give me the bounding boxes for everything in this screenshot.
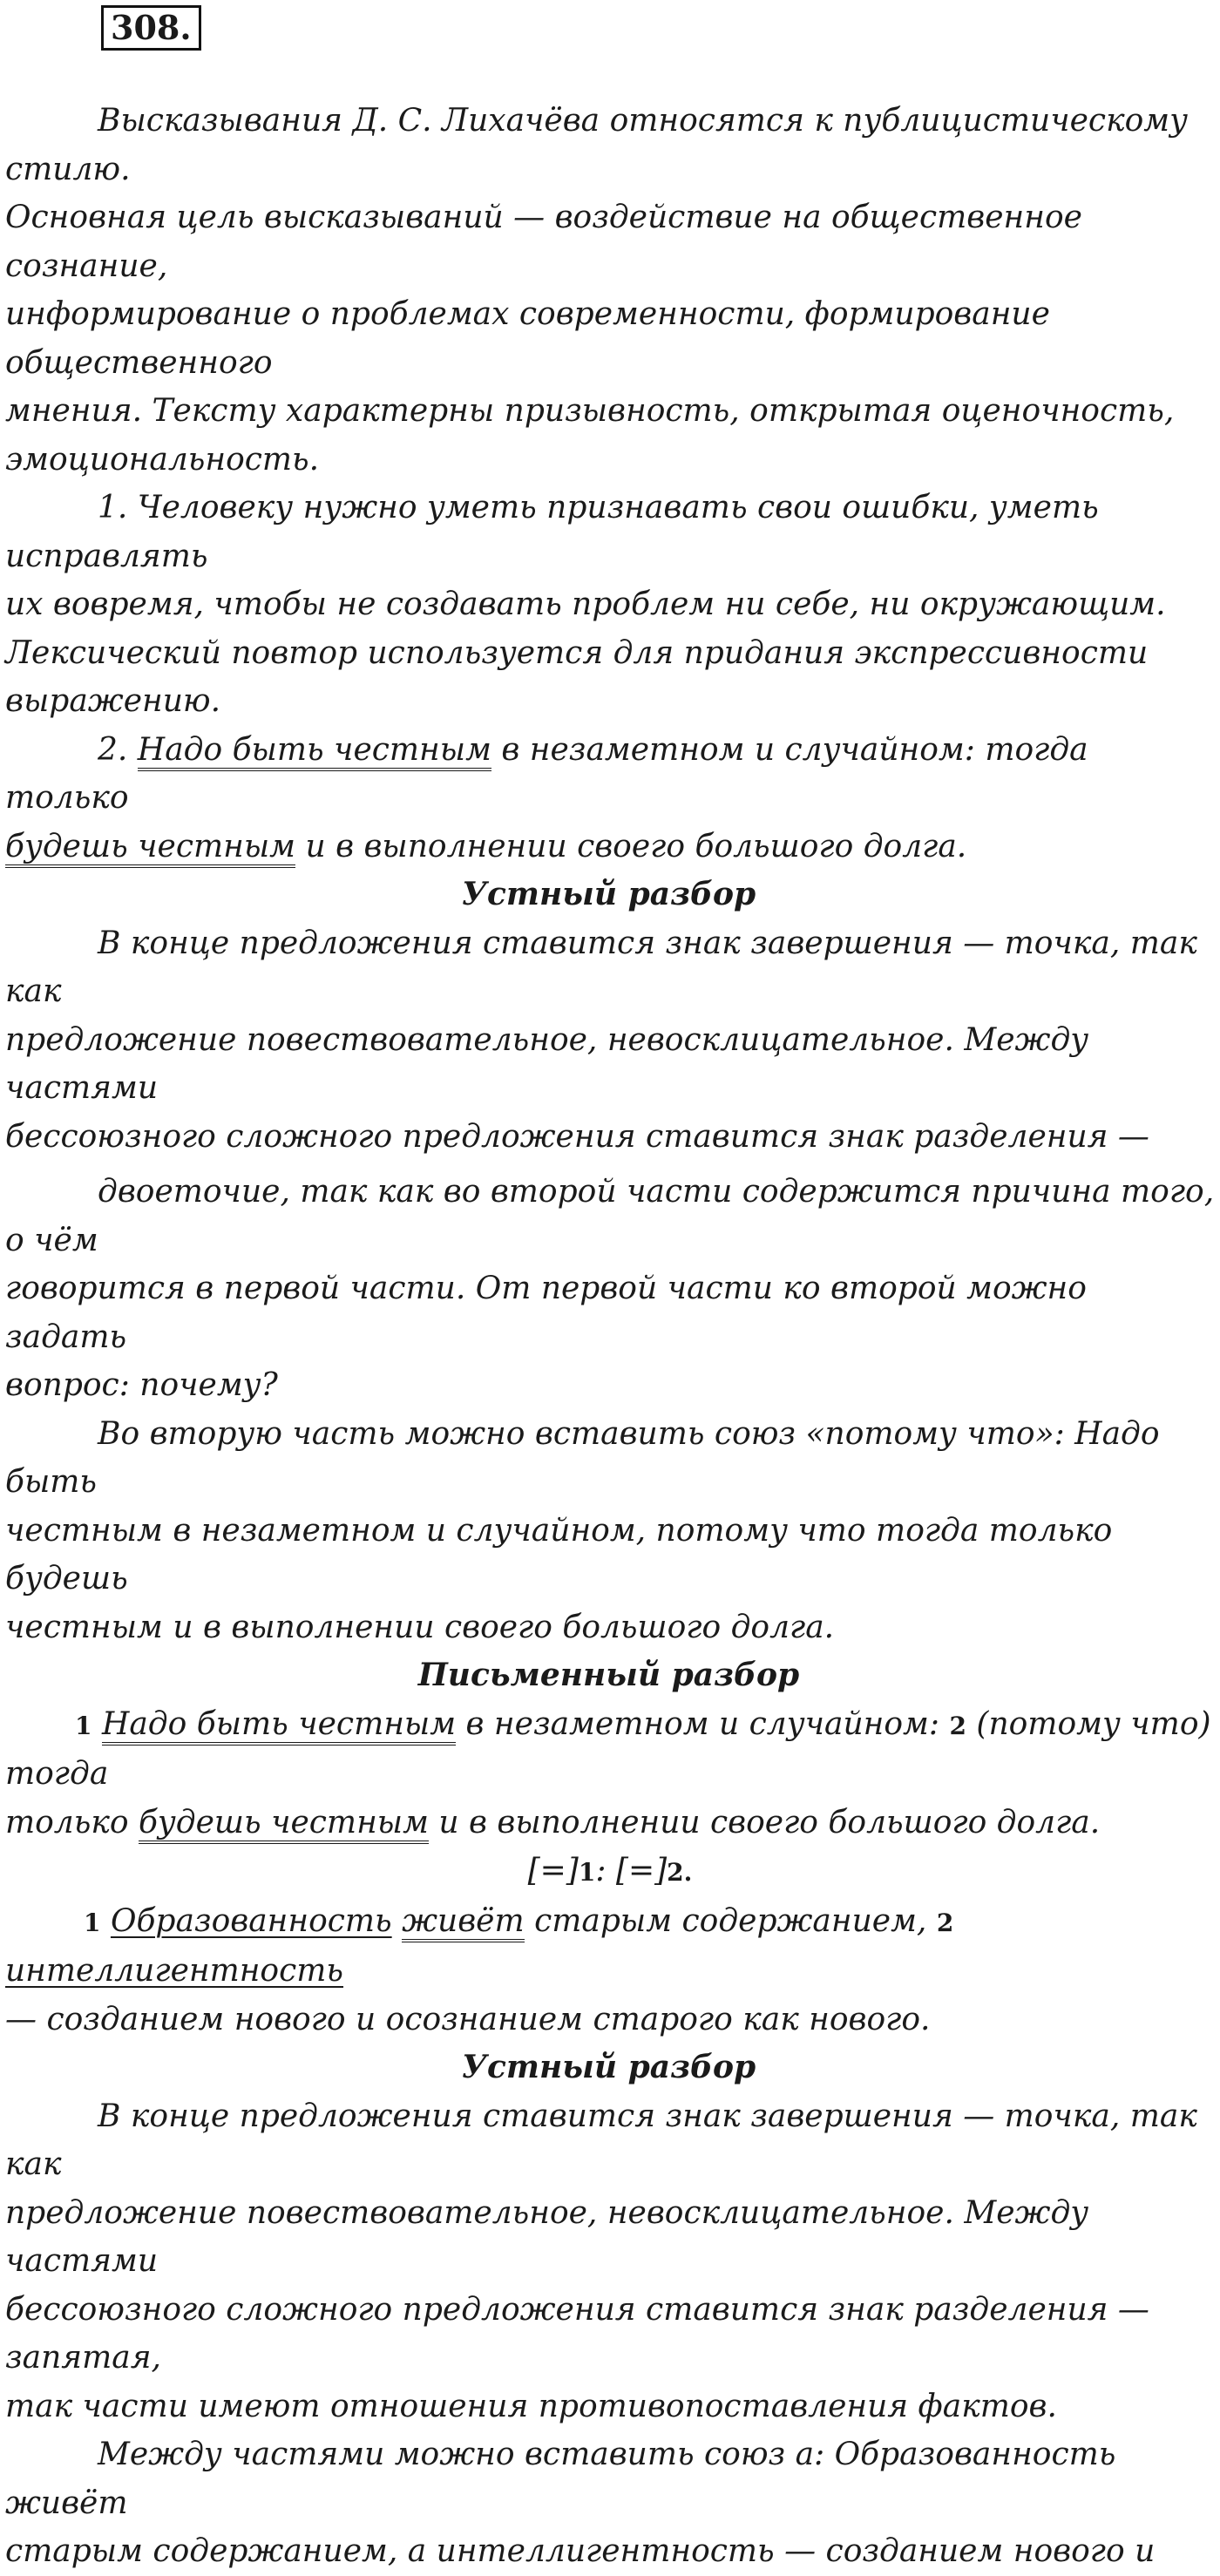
task-number: 308. [101,5,201,51]
item-1-paragraph [5,484,1215,726]
part-number: 1 [84,1908,101,1937]
intro-line: Высказывания Д. С. Лихачёва относятся к публицистическому стилю. [5,103,1188,187]
written-line2-start: только [5,1804,139,1840]
scheme-number: 1 [578,1858,596,1887]
sentence-line2: — созданием нового и осознанием старого как нового. [5,2001,931,2037]
item-2-mid: в незаметном и случайном: тогда только [5,731,1088,816]
oral-line: предложение повествовательное, невосклицательное. Между частями [5,1021,1089,1106]
oral-line: так части имеют отношения противопоставления фактов. [5,2388,1057,2424]
oral-line: бессоюзного сложного предложения ставится знак разделения — [5,1118,1149,1155]
oral-line: В конце предложения ставится знак завершения — точка, так как [5,925,1197,1009]
oral-analysis-heading: Устный разбор [461,876,756,912]
conjunction-insert-paragraph [5,2430,1215,2576]
predicate-underlined: будешь честным [5,829,295,868]
item-2-tail: и в выполнении своего большого долга. [295,828,967,864]
subject-underlined: интеллигентность [5,1953,344,1989]
item-2-prefix: 2. [98,731,138,768]
oral-line: двоеточие, так как во второй части содержится причина того, о чём [5,1174,1215,1258]
written-analysis-sentence [5,1700,1215,1847]
sentence-scheme [5,1847,1215,1897]
intro-line: информирование о проблемах современности, формирование общественного [5,296,1050,381]
oral-analysis-paragraph [5,2092,1215,2431]
intro-paragraph [5,97,1215,484]
predicate-underlined: живёт [402,1903,525,1942]
scheme-number: 2. [667,1858,693,1887]
item-1-line: выражению. [5,683,221,719]
item-1-line: 1. Человеку нужно уметь признавать свои ошибки, уметь исправлять [5,490,1099,574]
item-1-line: Лексический повтор используется для придания экспрессивности [5,634,1149,671]
conjunction-insert-paragraph [5,1410,1215,1652]
scheme-bracket: [=] [527,1853,579,1888]
insert-line: Во вторую часть можно вставить союз «потому что»: Надо быть [5,1415,1160,1500]
oral-analysis-heading: Устный разбор [461,2049,756,2085]
predicate-underlined: Надо быть честным [102,1706,456,1746]
intro-line: эмоциональность. [5,441,320,478]
written-mid: в незаметном и случайном: [456,1705,950,1742]
part-number: 2 [949,1711,966,1740]
item-2-paragraph [5,726,1215,871]
predicate-underlined: будешь честным [139,1805,429,1844]
insert-line: честным в незаметном и случайном, потому что тогда только будешь [5,1512,1113,1596]
document-body [5,97,1215,2576]
written-tail: и в выполнении своего большого долга. [428,1804,1101,1840]
scheme-bracket: [=] [615,1853,668,1888]
oral-analysis-paragraph [5,919,1215,1410]
second-sentence [5,1897,1215,2044]
insert-line: честным и в выполнении своего большого долга. [5,1609,835,1645]
written-after: (потому что) тогда [5,1705,1211,1792]
predicate-underlined: Надо быть честным [138,732,491,771]
oral-line: предложение повествовательное, невосклицательное. Между частями [5,2194,1089,2279]
item-1-line: их вовремя, чтобы не создавать проблем ни себе, ни окружающим. [5,586,1166,622]
oral-line: бессоюзного сложного предложения ставится знак разделения — запятая, [5,2291,1149,2376]
sentence-mid: старым содержанием, [524,1902,937,1939]
subject-underlined: Образованность [110,1902,392,1939]
oral-line: вопрос: почему? [5,1367,278,1403]
intro-line: Основная цель высказываний — воздействие на общественное сознание, [5,200,1082,284]
part-number: 1 [75,1711,92,1740]
scheme-colon: : [595,1853,616,1888]
intro-line: мнения. Тексту характерны призывность, открытая оценочность, [5,393,1175,429]
insert-line: Между частями можно вставить союз а: Образованность живёт [5,2437,1116,2521]
oral-line: В конце предложения ставится знак завершения — точка, так как [5,2098,1197,2182]
insert-line: старым содержанием, а интеллигентность — созданием нового и [5,2533,1156,2569]
part-number: 2 [936,1908,954,1937]
written-analysis-heading: Письменный разбор [417,1657,800,1693]
oral-line: говорится в первой части. От первой части ко второй можно задать [5,1271,1087,1355]
